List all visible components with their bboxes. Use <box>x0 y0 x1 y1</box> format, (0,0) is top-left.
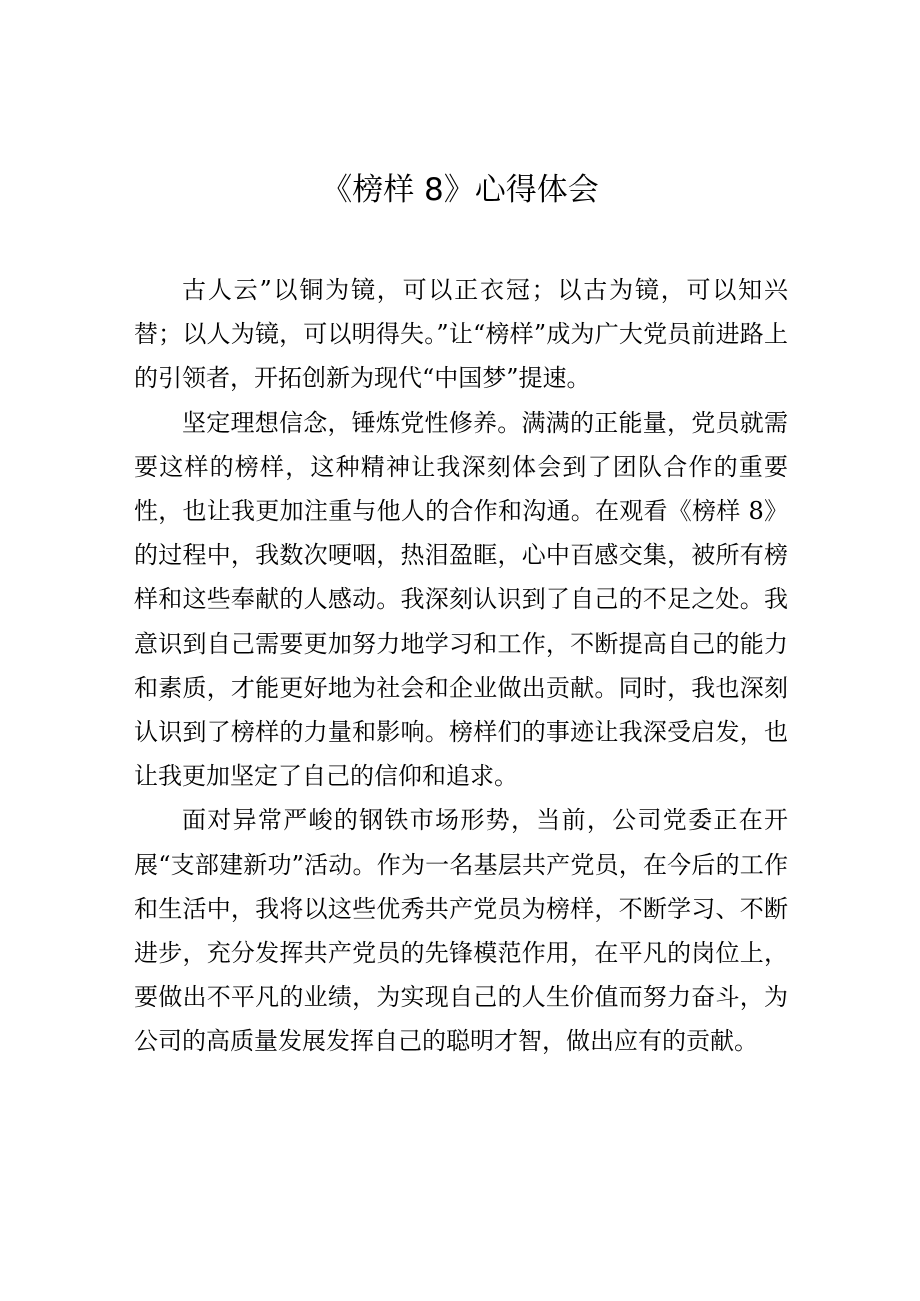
paragraph-3: 面对异常严峻的钢铁市场形势，当前，公司党委正在开展“支部建新功”活动。作为一名基层共产党员，在今后的工作和生活中，我将以这些优秀共产党员为榜样，不断学习、不断进步，充分发挥共产党员的先锋模范作用，在平凡的岗位上，要做出不平凡的业绩，为实现自己的人生价值而努力奋斗，为公司的高质量发展发挥自己的聪明才智，做出应有的贡献。 <box>134 806 788 1056</box>
paragraph-2: 坚定理想信念，锤炼党性修养。满满的正能量，党员就需要这样的榜样，这种精神让我深刻体会到了团队合作的重要性，也让我更加注重与他人的合作和沟通。在观看《榜样 8》的过程中，我数次哽咽，热泪盈眶，心中百感交集，被所有榜样和这些奉献的人感动。我深刻认识到了自己的不足之处。我意识到自己需要更加努力地学习和工作，不断提高自己的能力和素质，才能更好地为社会和企业做出贡献。同时，我也深刻认识到了榜样的力量和影响。榜样们的事迹让我深受启发，也让我更加坚定了自己的信仰和追求。 <box>134 408 788 791</box>
paragraph-1: 古人云”以铜为镜，可以正衣冠；以古为镜，可以知兴替；以人为镜，可以明得失。”让“榜样”成为广大党员前进路上的引领者，开拓创新为现代“中国梦”提速。 <box>134 276 788 393</box>
document-title: 《榜样 8》心得体会 <box>321 172 599 208</box>
document-body <box>134 268 788 1064</box>
